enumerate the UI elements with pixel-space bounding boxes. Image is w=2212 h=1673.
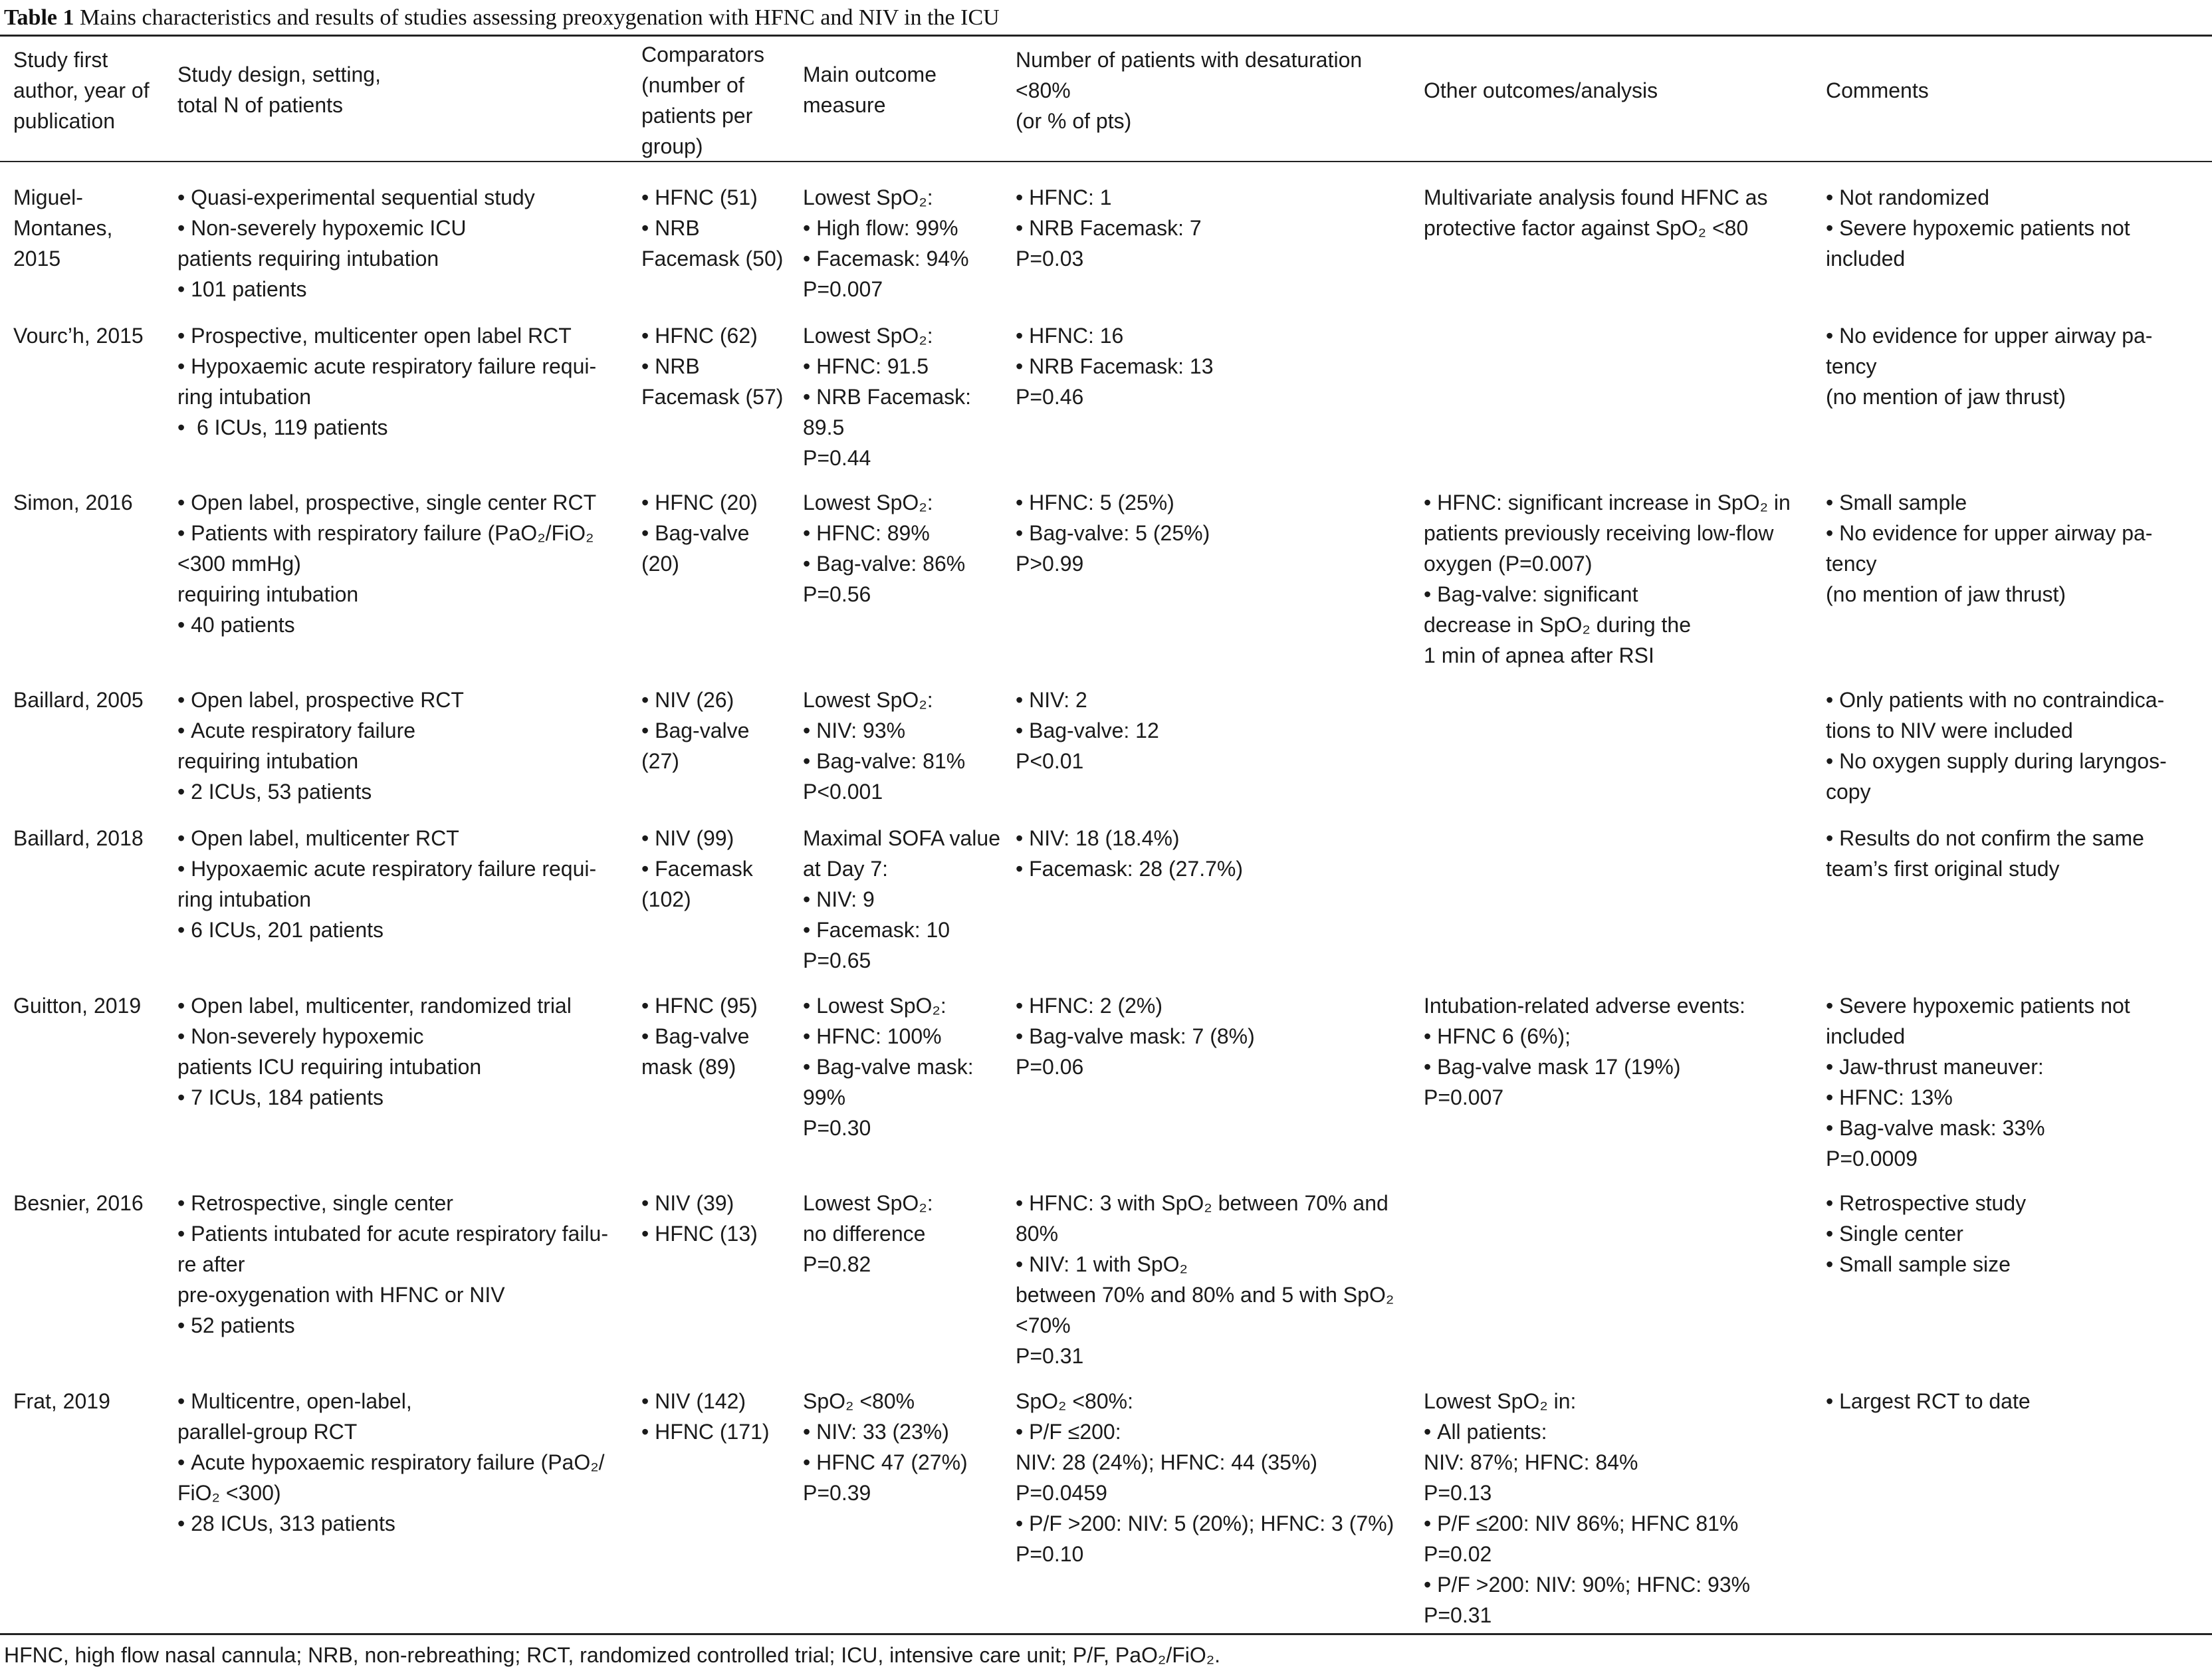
cell-line: • P/F >200: NIV: 5 (20%); HFNC: 3 (7%): [1016, 1508, 1394, 1539]
cell-line: • P/F ≤200: NIV 86%; HFNC 81%: [1424, 1508, 1750, 1539]
cell-line: • HFNC: significant increase in SpO₂ in: [1424, 487, 1791, 518]
cell-line: mask (89): [641, 1055, 736, 1079]
table-cell-study: [13, 1386, 110, 1416]
cell-line: Guitton, 2019: [13, 994, 142, 1018]
table-caption: [4, 5, 1000, 31]
column-header-comparators: [641, 39, 764, 162]
cell-line: • HFNC: 2 (2%): [1016, 990, 1255, 1021]
cell-line: • NIV (142): [641, 1386, 770, 1416]
cell-line: • HFNC: 1: [1016, 182, 1202, 213]
cell-line: Besnier, 2016: [13, 1191, 144, 1215]
cell-line: • Small sample: [1826, 487, 2152, 518]
cell-line: • Open label, prospective RCT: [177, 685, 464, 715]
cell-line: • Facemask: [641, 853, 753, 884]
table-cell-outcome: [803, 320, 971, 473]
cell-line: decrease in SpO₂ during the: [1424, 613, 1691, 637]
cell-line: P=0.0009: [1826, 1147, 1918, 1171]
cell-line: • Patients with respiratory failure (PaO₂/FiO₂: [177, 518, 596, 548]
cell-line: • HFNC (51): [641, 182, 783, 213]
cell-line: • No evidence for upper airway pa-: [1826, 320, 2152, 351]
table-cell-desat: [1016, 823, 1243, 884]
cell-line: P>0.99: [1016, 552, 1084, 576]
cell-line: parallel-group RCT: [177, 1420, 358, 1444]
cell-line: Comparators: [641, 43, 764, 66]
cell-line: • Open label, multicenter, randomized trial: [177, 990, 572, 1021]
cell-line: Montanes,: [13, 216, 113, 240]
cell-line: no difference: [803, 1222, 926, 1246]
table-cell-desat: [1016, 320, 1214, 412]
cell-line: • Severe hypoxemic patients not: [1826, 213, 2130, 243]
cell-line: 80%: [1016, 1222, 1059, 1246]
table-cell-desat: [1016, 182, 1202, 274]
table-cell-other: [1424, 1386, 1750, 1630]
cell-line: patients requiring intubation: [177, 247, 439, 271]
cell-line: Other outcomes/analysis: [1424, 78, 1658, 102]
cell-line: • NRB: [641, 213, 783, 243]
cell-line: (number of: [641, 73, 744, 97]
cell-line: FiO₂ <300): [177, 1481, 281, 1505]
cell-line: • HFNC (95): [641, 990, 758, 1021]
table-footnote: HFNC, high flow nasal cannula; NRB, non-rebreathing; RCT, randomized controlled trial; ICU, intensive care unit; P/F, PaO₂/FiO₂.: [4, 1643, 1221, 1667]
column-header-study: [13, 45, 150, 136]
cell-line: P<0.01: [1016, 749, 1084, 773]
cell-line: 99%: [803, 1085, 846, 1109]
table-cell-desat: [1016, 1386, 1394, 1569]
cell-line: ring intubation: [177, 887, 312, 911]
cell-line: • High flow: 99%: [803, 213, 969, 243]
cell-line: P=0.56: [803, 582, 871, 606]
cell-line: • HFNC: 5 (25%): [1016, 487, 1210, 518]
cell-line: Miguel-: [13, 185, 83, 209]
cell-line: P=0.82: [803, 1252, 871, 1276]
cell-line: P=0.31: [1424, 1603, 1492, 1627]
cell-line: oxygen (P=0.007): [1424, 552, 1593, 576]
cell-line: • HFNC 6 (6%);: [1424, 1021, 1745, 1052]
cell-line: • HFNC: 100%: [803, 1021, 974, 1052]
cell-line: Facemask (57): [641, 385, 784, 409]
cell-line: P=0.0459: [1016, 1481, 1107, 1505]
cell-line: Study design, setting,: [177, 62, 381, 86]
table-cell-study: [13, 823, 144, 853]
cell-line: pre-oxygenation with HFNC or NIV: [177, 1283, 505, 1307]
cell-line: author, year of: [13, 78, 150, 102]
table-cell-outcome: [803, 182, 969, 304]
cell-line: patients per: [641, 104, 753, 128]
cell-line: tions to NIV were included: [1826, 719, 2073, 742]
cell-line: included: [1826, 247, 1906, 271]
table-cell-design: [177, 182, 535, 304]
cell-line: <70%: [1016, 1313, 1071, 1337]
table-cell-comments: [1826, 182, 2130, 274]
table-caption-label: Table 1: [4, 5, 74, 30]
cell-line: • NIV: 33 (23%): [803, 1416, 968, 1447]
cell-line: P=0.39: [803, 1481, 871, 1505]
table-cell-desat: [1016, 487, 1210, 579]
table-cell-design: [177, 685, 464, 807]
cell-line: P=0.13: [1424, 1481, 1492, 1505]
cell-line: P=0.31: [1016, 1344, 1084, 1368]
table-cell-outcome: [803, 823, 1000, 976]
table-cell-outcome: [803, 685, 965, 807]
cell-line: total N of patients: [177, 93, 344, 117]
cell-line: SpO₂ <80%: [803, 1389, 915, 1413]
cell-line: • HFNC (13): [641, 1218, 758, 1249]
cell-line: Lowest SpO₂ in:: [1424, 1389, 1577, 1413]
table-cell-other: [1424, 487, 1791, 671]
table-cell-desat: [1016, 685, 1159, 776]
cell-line: P=0.10: [1016, 1542, 1084, 1566]
cell-line: • 6 ICUs, 119 patients: [177, 412, 596, 443]
cell-line: • 2 ICUs, 53 patients: [177, 776, 464, 807]
table-bottom-rule: [0, 1633, 2212, 1635]
cell-line: P=0.44: [803, 446, 871, 470]
cell-line: • Bag-valve mask: 33%: [1826, 1113, 2130, 1143]
cell-line: • Acute respiratory failure: [177, 715, 464, 746]
table-cell-desat: [1016, 990, 1255, 1082]
cell-line: • All patients:: [1424, 1416, 1750, 1447]
cell-line: included: [1826, 1024, 1906, 1048]
table-cell-comments: [1826, 990, 2130, 1174]
cell-line: copy: [1826, 780, 1871, 804]
table-cell-outcome: [803, 1386, 968, 1508]
table-cell-design: [177, 1188, 608, 1341]
cell-line: (no mention of jaw thrust): [1826, 582, 2066, 606]
cell-line: patients ICU requiring intubation: [177, 1055, 482, 1079]
cell-line: Main outcome: [803, 62, 937, 86]
cell-line: measure: [803, 93, 886, 117]
table-caption-text: Mains characteristics and results of studies assessing preoxygenation with HFNC and NIV in the ICU: [74, 5, 1000, 30]
cell-line: patients previously receiving low-flow: [1424, 521, 1774, 545]
cell-line: P=0.02: [1424, 1542, 1492, 1566]
cell-line: • Acute hypoxaemic respiratory failure (PaO₂/: [177, 1447, 605, 1478]
cell-line: Frat, 2019: [13, 1389, 110, 1413]
cell-line: • Bag-valve: [641, 518, 758, 548]
cell-line: • 101 patients: [177, 274, 535, 304]
table-cell-comments: [1826, 685, 2167, 807]
cell-line: • Facemask: 28 (27.7%): [1016, 853, 1243, 884]
column-header-design: [177, 59, 381, 120]
cell-line: • Bag-valve mask: 7 (8%): [1016, 1021, 1255, 1052]
cell-line: (20): [641, 552, 679, 576]
cell-line: • Retrospective, single center: [177, 1188, 608, 1218]
cell-line: • 52 patients: [177, 1310, 608, 1341]
column-header-outcome: [803, 59, 937, 120]
cell-line: • Only patients with no contraindica-: [1826, 685, 2167, 715]
cell-line: • Bag-valve: 12: [1016, 715, 1159, 746]
cell-line: • Facemask: 94%: [803, 243, 969, 274]
cell-line: • Open label, prospective, single center RCT: [177, 487, 596, 518]
cell-line: group): [641, 134, 703, 158]
cell-line: Facemask (50): [641, 247, 784, 271]
cell-line: • Bag-valve: [641, 715, 749, 746]
cell-line: Simon, 2016: [13, 491, 133, 514]
cell-line: • HFNC (171): [641, 1416, 770, 1447]
cell-line: • NRB: [641, 351, 783, 382]
cell-line: re after: [177, 1252, 245, 1276]
cell-line: Intubation-related adverse events:: [1424, 994, 1745, 1018]
cell-line: P=0.65: [803, 948, 871, 972]
cell-line: • Hypoxaemic acute respiratory failure requi-: [177, 853, 596, 884]
cell-line: • Bag-valve: [641, 1021, 758, 1052]
table-cell-study: [13, 320, 144, 351]
cell-line: • Not randomized: [1826, 182, 2130, 213]
table-cell-design: [177, 1386, 605, 1539]
table-cell-other: [1424, 990, 1745, 1113]
cell-line: • HFNC (20): [641, 487, 758, 518]
cell-line: Maximal SOFA value: [803, 826, 1000, 850]
cell-line: • Quasi-experimental sequential study: [177, 182, 535, 213]
cell-line: 1 min of apnea after RSI: [1424, 643, 1654, 667]
table-cell-comparators: [641, 487, 758, 579]
column-header-other: [1424, 75, 1658, 106]
cell-line: P=0.03: [1016, 247, 1084, 271]
table-cell-study: [13, 990, 141, 1021]
cell-line: • NRB Facemask:: [803, 382, 971, 412]
table-cell-other: [1424, 182, 1768, 243]
cell-line: • Bag-valve: 81%: [803, 746, 965, 776]
cell-line: • Jaw-thrust maneuver:: [1826, 1052, 2130, 1082]
cell-line: • NIV (99): [641, 823, 753, 853]
cell-line: tency: [1826, 354, 1877, 378]
cell-line: Baillard, 2018: [13, 826, 144, 850]
cell-line: • Facemask: 10: [803, 915, 1000, 945]
cell-line: • Largest RCT to date: [1826, 1386, 2031, 1416]
column-header-desat: [1016, 45, 1362, 136]
cell-line: • 6 ICUs, 201 patients: [177, 915, 596, 945]
cell-line: • Retrospective study: [1826, 1188, 2026, 1218]
cell-line: P=0.30: [803, 1116, 871, 1140]
table-header-rule: [0, 161, 2212, 162]
cell-line: • HFNC 47 (27%): [803, 1447, 968, 1478]
cell-line: • HFNC: 3 with SpO₂ between 70% and: [1016, 1188, 1394, 1218]
cell-line: Number of patients with desaturation: [1016, 48, 1363, 72]
cell-line: protective factor against SpO₂ <80: [1424, 216, 1749, 240]
table-cell-outcome: [803, 1188, 933, 1280]
cell-line: • P/F ≤200:: [1016, 1416, 1394, 1447]
table-cell-design: [177, 487, 596, 640]
cell-line: • NIV: 1 with SpO₂: [1016, 1249, 1394, 1280]
cell-line: at Day 7:: [803, 857, 889, 881]
cell-line: P=0.007: [803, 277, 883, 301]
cell-line: • HFNC: 89%: [803, 518, 965, 548]
column-header-comments: [1826, 75, 1929, 106]
cell-line: (27): [641, 749, 679, 773]
table-cell-comparators: [641, 823, 753, 915]
cell-line: <80%: [1016, 78, 1071, 102]
cell-line: Study first: [13, 48, 108, 72]
cell-line: • NIV: 93%: [803, 715, 965, 746]
cell-line: • No oxygen supply during laryngos-: [1826, 746, 2167, 776]
table-cell-comparators: [641, 1188, 758, 1249]
cell-line: <300 mmHg): [177, 552, 301, 576]
cell-line: Lowest SpO₂:: [803, 324, 933, 348]
cell-line: • Bag-valve: 5 (25%): [1016, 518, 1210, 548]
cell-line: • NIV: 9: [803, 884, 1000, 915]
cell-line: P<0.001: [803, 780, 883, 804]
cell-line: Lowest SpO₂:: [803, 688, 933, 712]
cell-line: • Hypoxaemic acute respiratory failure requi-: [177, 351, 596, 382]
cell-line: • NIV: 2: [1016, 685, 1159, 715]
cell-line: 2015: [13, 247, 61, 271]
cell-line: • Single center: [1826, 1218, 2026, 1249]
cell-line: • NIV (39): [641, 1188, 758, 1218]
cell-line: • HFNC: 13%: [1826, 1082, 2130, 1113]
table-cell-comparators: [641, 320, 783, 412]
cell-line: • Multicentre, open-label,: [177, 1386, 605, 1416]
cell-line: requiring intubation: [177, 582, 359, 606]
table-cell-outcome: [803, 487, 965, 610]
cell-line: • NRB Facemask: 13: [1016, 351, 1214, 382]
cell-line: • Non-severely hypoxemic ICU: [177, 213, 535, 243]
table-cell-desat: [1016, 1188, 1394, 1371]
table-cell-study: [13, 1188, 144, 1218]
cell-line: team’s first original study: [1826, 857, 2060, 881]
cell-line: • Bag-valve mask:: [803, 1052, 974, 1082]
table-cell-study: [13, 685, 144, 715]
cell-line: • HFNC (62): [641, 320, 783, 351]
table-cell-design: [177, 320, 596, 443]
cell-line: • Bag-valve: significant: [1424, 579, 1791, 610]
table-cell-comments: [1826, 1386, 2031, 1416]
table-cell-comparators: [641, 990, 758, 1082]
cell-line: • 7 ICUs, 184 patients: [177, 1082, 572, 1113]
cell-line: Comments: [1826, 78, 1929, 102]
cell-line: • Open label, multicenter RCT: [177, 823, 596, 853]
table-cell-comments: [1826, 1188, 2026, 1280]
cell-line: tency: [1826, 552, 1877, 576]
cell-line: P=0.46: [1016, 385, 1084, 409]
cell-line: Vourc’h, 2015: [13, 324, 144, 348]
cell-line: between 70% and 80% and 5 with SpO₂: [1016, 1283, 1394, 1307]
cell-line: • Results do not confirm the same: [1826, 823, 2144, 853]
cell-line: • Lowest SpO₂:: [803, 990, 974, 1021]
cell-line: ring intubation: [177, 385, 312, 409]
table-cell-design: [177, 823, 596, 945]
cell-line: Baillard, 2005: [13, 688, 144, 712]
table-top-rule: [0, 35, 2212, 37]
table-cell-design: [177, 990, 572, 1113]
cell-line: • Non-severely hypoxemic: [177, 1021, 572, 1052]
cell-line: Lowest SpO₂:: [803, 185, 933, 209]
cell-line: 89.5: [803, 415, 845, 439]
cell-line: • No evidence for upper airway pa-: [1826, 518, 2152, 548]
cell-line: • Severe hypoxemic patients not: [1826, 990, 2130, 1021]
cell-line: • HFNC: 91.5: [803, 351, 971, 382]
cell-line: Multivariate analysis found HFNC as: [1424, 185, 1768, 209]
table-cell-comments: [1826, 487, 2152, 610]
table-cell-comparators: [641, 685, 749, 776]
cell-line: • 28 ICUs, 313 patients: [177, 1508, 605, 1539]
cell-line: • Prospective, multicenter open label RCT: [177, 320, 596, 351]
cell-line: • NRB Facemask: 7: [1016, 213, 1202, 243]
cell-line: (no mention of jaw thrust): [1826, 385, 2066, 409]
cell-line: requiring intubation: [177, 749, 359, 773]
table-cell-comparators: [641, 1386, 770, 1447]
table-cell-study: [13, 487, 133, 518]
cell-line: NIV: 87%; HFNC: 84%: [1424, 1450, 1638, 1474]
cell-line: • Bag-valve: 86%: [803, 548, 965, 579]
cell-line: NIV: 28 (24%); HFNC: 44 (35%): [1016, 1450, 1318, 1474]
cell-line: (102): [641, 887, 691, 911]
cell-line: P=0.007: [1424, 1085, 1504, 1109]
table-cell-study: [13, 182, 112, 274]
cell-line: SpO₂ <80%:: [1016, 1389, 1133, 1413]
cell-line: Lowest SpO₂:: [803, 1191, 933, 1215]
cell-line: • Small sample size: [1826, 1249, 2026, 1280]
cell-line: • HFNC: 16: [1016, 320, 1214, 351]
cell-line: (or % of pts): [1016, 109, 1132, 133]
cell-line: • Bag-valve mask 17 (19%): [1424, 1052, 1745, 1082]
cell-line: • 40 patients: [177, 610, 596, 640]
table-cell-outcome: [803, 990, 974, 1143]
cell-line: • NIV: 18 (18.4%): [1016, 823, 1243, 853]
cell-line: Lowest SpO₂:: [803, 491, 933, 514]
cell-line: publication: [13, 109, 115, 133]
table-cell-comments: [1826, 320, 2152, 412]
cell-line: • Patients intubated for acute respiratory failu-: [177, 1218, 608, 1249]
cell-line: • P/F >200: NIV: 90%; HFNC: 93%: [1424, 1569, 1750, 1600]
cell-line: • NIV (26): [641, 685, 749, 715]
table-cell-comparators: [641, 182, 783, 274]
cell-line: P=0.06: [1016, 1055, 1084, 1079]
table-cell-comments: [1826, 823, 2144, 884]
